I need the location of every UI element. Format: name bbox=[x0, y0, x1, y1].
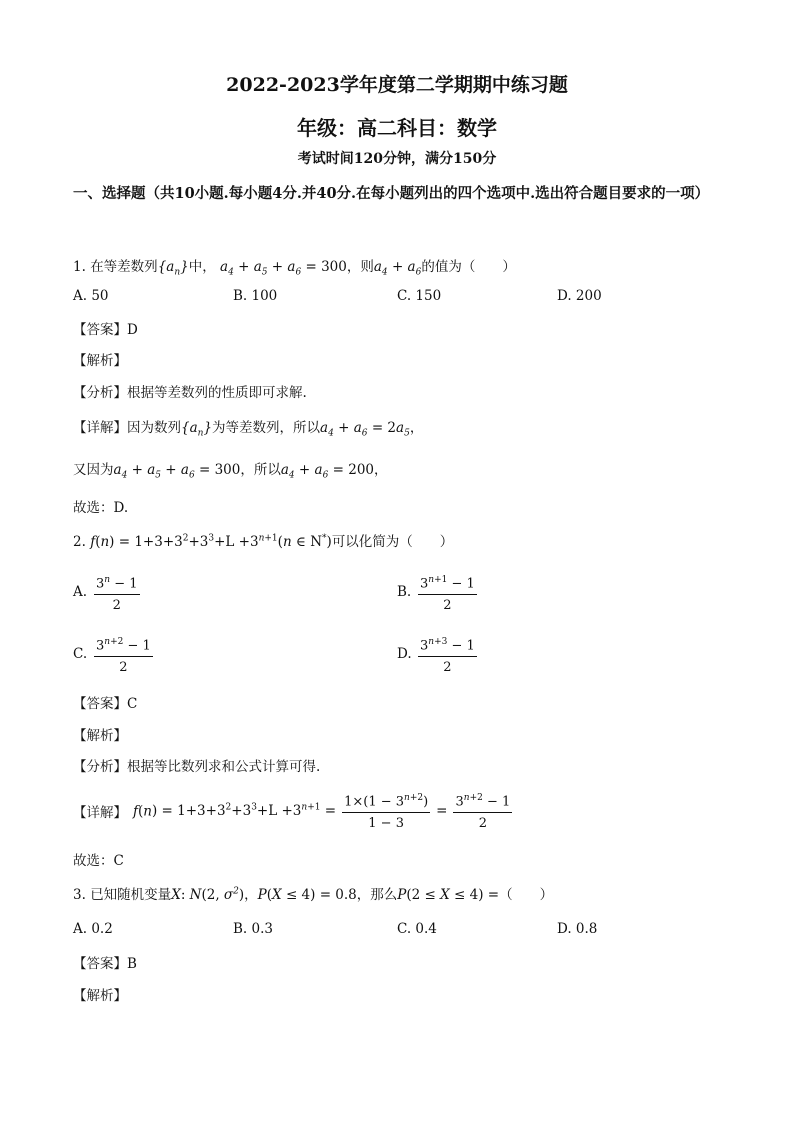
exam-subtitle: 年级：高二科目：数学 bbox=[297, 116, 497, 140]
section-heading: 一、选择题（共10小题.每小题4分.并40分.在每小题列出的四个选项中.选出符合题目要求的一项） bbox=[73, 185, 710, 202]
q1-detail bbox=[73, 416, 423, 439]
q2-detail-label: 【详解】 bbox=[73, 805, 127, 822]
q3-prob: P(X ≤ 4) = 0.8 bbox=[257, 887, 357, 903]
q1-analysis: 【解析】 bbox=[73, 353, 127, 369]
q1-stem-text-c: ，则 bbox=[346, 259, 374, 275]
q1-option-a: A. 50 bbox=[73, 288, 109, 304]
q2-detail-lhs: $f(n) = 1+3+3^2+3^3+L +3^{n+1}$ = bbox=[133, 802, 337, 820]
q3-answer: 【答案】B bbox=[73, 956, 137, 972]
q2-fenxi: 【分析】根据等比数列求和公式计算可得. bbox=[73, 759, 321, 775]
q3-analysis: 【解析】 bbox=[73, 988, 127, 1004]
q2-detail-equals: = bbox=[436, 803, 448, 820]
q2-option-c-frac: $\frac{3^{n+2} - 1}{2}$ bbox=[94, 634, 153, 676]
q1-answer: 【答案】D bbox=[73, 322, 138, 338]
q1-conclusion: 故选：D. bbox=[73, 500, 129, 516]
q2-analysis: 【解析】 bbox=[73, 728, 127, 744]
q1-option-c: C. 150 bbox=[397, 288, 442, 304]
q2-answer: 【答案】C bbox=[73, 696, 138, 712]
q2-detail bbox=[73, 790, 512, 832]
q1-detail2-eq2: $a_4 + a_6 = 200$ bbox=[280, 462, 374, 481]
q3-option-a: A. 0.2 bbox=[73, 921, 113, 937]
q2-option-a: A. bbox=[73, 584, 88, 600]
q1-condition: $a_4 + a_5 + a_6 = 300$ bbox=[220, 259, 347, 278]
q1-seq: $\{a_n\}$ bbox=[157, 259, 189, 278]
q1-detail-text-c: ， bbox=[409, 420, 424, 436]
q1-detail2-text-c: ， bbox=[374, 462, 388, 478]
q1-detail-text-b: 为等差数列，所以 bbox=[212, 420, 321, 436]
q2-stem-text: 可以化简为（ ） bbox=[331, 534, 454, 550]
q1-detail2-text-a: 又因为 bbox=[73, 462, 114, 478]
q3-option-c: C. 0.4 bbox=[397, 921, 437, 937]
q1-detail2-text-b: ，所以 bbox=[240, 462, 281, 478]
q3-distribution: X: N(2, $\sigma^2$) bbox=[171, 886, 245, 903]
exam-info: 考试时间120分钟，满分150分 bbox=[297, 151, 497, 167]
q1-detail-eq: $a_4 + a_6 = 2a_5$ bbox=[320, 420, 410, 439]
q2-option-b: B. bbox=[397, 584, 412, 600]
q2-option-a-frac: $\frac{3^n - 1}{2}$ bbox=[94, 572, 140, 614]
q2-option-d-frac: $\frac{3^{n+3} - 1}{2}$ bbox=[418, 634, 477, 676]
q2-conclusion: 故选：C bbox=[73, 853, 124, 869]
q1-detail2 bbox=[73, 458, 388, 481]
q1-target: $a_4 + a_6$ bbox=[373, 259, 422, 278]
q1-stem-text-b: 中， bbox=[188, 259, 216, 275]
q1-option-b: B. 100 bbox=[233, 288, 278, 304]
q2-detail-frac2: $\frac{3^{n+2} - 1}{2}$ bbox=[453, 790, 512, 832]
q3-stem bbox=[73, 883, 553, 903]
q2-detail-frac1: $\frac{1\times(1 - 3^{n+2})}{1 - 3}$ bbox=[342, 790, 430, 832]
q2-stem bbox=[73, 530, 453, 550]
q1-option-d: D. 200 bbox=[557, 288, 602, 304]
q2-option-c: C. bbox=[73, 646, 88, 662]
q2-option-b-frac: $\frac{3^{n+1} - 1}{2}$ bbox=[418, 572, 477, 614]
q3-option-b: B. 0.3 bbox=[233, 921, 273, 937]
q2-number: 2. bbox=[73, 534, 86, 550]
q1-stem-text-d: 的值为（ ） bbox=[421, 259, 516, 275]
q3-option-d: D. 0.8 bbox=[557, 921, 598, 937]
q2-expression: $f(n) = 1+3+3^2+3^3+L +3^{n+1}(n$ ∈ N*) bbox=[90, 533, 332, 550]
q1-number: 1. bbox=[73, 259, 86, 275]
q2-option-d: D. bbox=[397, 646, 412, 662]
q1-stem bbox=[73, 255, 516, 278]
q3-stem-text-d: （ ） bbox=[499, 887, 554, 903]
q1-detail2-eq1: $a_4 + a_5 + a_6 = 300$ bbox=[113, 462, 241, 481]
q1-detail-text-a: 【详解】因为数列 bbox=[73, 420, 181, 436]
q3-stem-text-a: 已知随机变量 bbox=[90, 887, 172, 903]
q3-target: P(2 ≤ X ≤ 4) = bbox=[397, 887, 500, 903]
exam-title: 2022-2023学年度第二学期期中练习题 bbox=[226, 74, 568, 96]
q3-stem-text-b: ， bbox=[244, 887, 258, 903]
q1-stem-text-a: 在等差数列 bbox=[90, 259, 158, 275]
q1-fenxi: 【分析】根据等差数列的性质即可求解. bbox=[73, 385, 307, 401]
q3-number: 3. bbox=[73, 887, 86, 903]
q3-stem-text-c: ，那么 bbox=[356, 887, 398, 903]
q1-detail-seq: $\{a_n\}$ bbox=[181, 420, 213, 439]
